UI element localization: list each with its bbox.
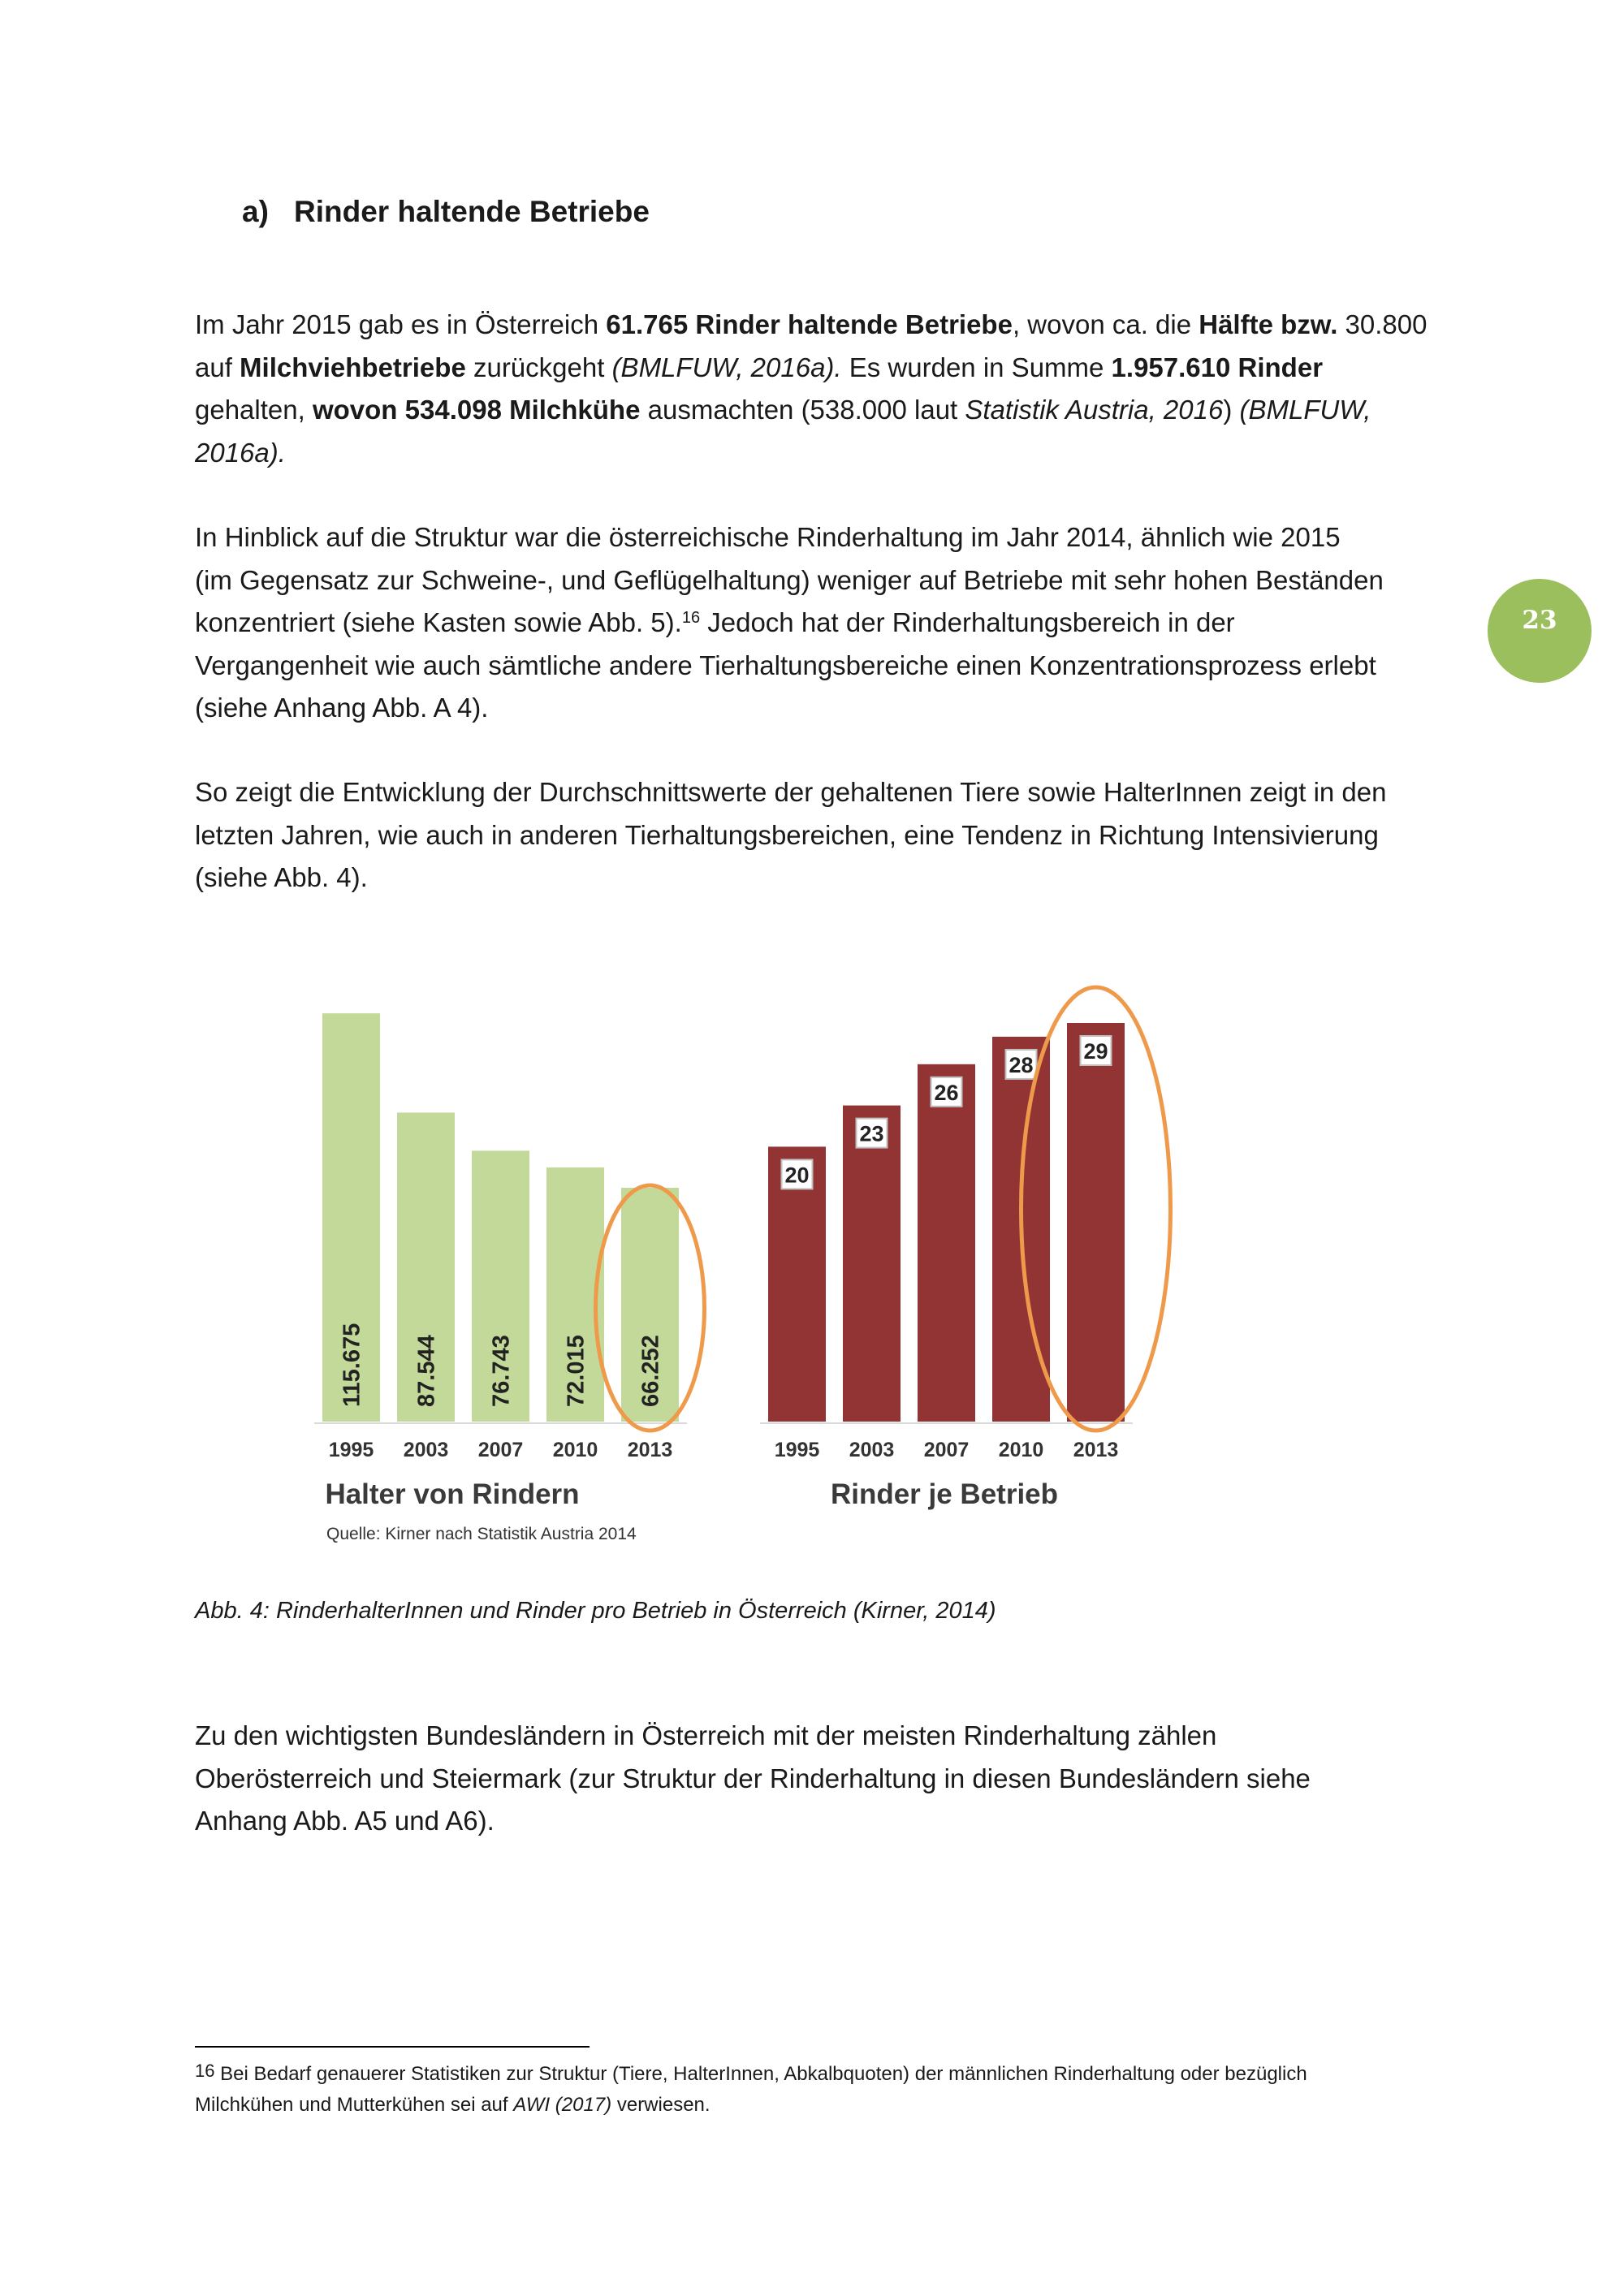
footnote-ref: 16 [195, 2061, 215, 2081]
data-label: 66.252 [637, 1335, 664, 1407]
bar-2007 [918, 1064, 975, 1422]
text-run: auf [195, 352, 240, 382]
text-run: So zeigt die Entwicklung der Durchschnittswerte der gehaltenen Tiere sowie HalterInnen zeigt in den [195, 777, 1387, 807]
text-run: konzentriert (siehe Kasten sowie Abb. 5). [195, 607, 682, 637]
text-run: Oberösterreich und Steiermark (zur Struktur der Rinderhaltung in diesen Bundesländern siehe [195, 1763, 1311, 1793]
data-label: 115.675 [339, 1323, 365, 1407]
bar-2013 [1067, 1023, 1125, 1422]
x-tick-label: 2013 [1073, 1439, 1119, 1461]
x-tick-label: 2003 [403, 1439, 449, 1461]
figure-caption: Abb. 4: RinderhalterInnen und Rinder pro Betrieb in Österreich (Kirner, 2014) [195, 1598, 996, 1624]
x-tick-label: 1995 [328, 1439, 374, 1461]
text-run: In Hinblick auf die Struktur war die österreichische Rinderhaltung im Jahr 2014, ähnlich wie 2015 [195, 522, 1341, 552]
bold-text: Hälfte bzw. [1199, 309, 1338, 339]
bold-text: 61.765 Rinder haltende Betriebe [606, 309, 1013, 339]
text-run: Es wurden in Summe [841, 352, 1112, 382]
footnote-ref: 16 [681, 609, 701, 627]
x-tick-label: 2013 [627, 1439, 673, 1461]
data-label: 28 [1009, 1052, 1034, 1077]
bold-text: 1.957.610 Rinder [1111, 352, 1324, 382]
data-label: 29 [1083, 1039, 1108, 1064]
x-tick-label: 1995 [774, 1439, 820, 1461]
italic-text: (BMLFUW, 2016a). [611, 352, 842, 382]
footnote-16 [195, 2059, 1445, 2121]
text-run: Milchkühen und Mutterkühen sei auf [195, 2094, 514, 2116]
text-run: ausmachten (538.000 laut [640, 395, 965, 425]
bar-2003 [843, 1106, 901, 1422]
x-tick-label: 2007 [923, 1439, 970, 1461]
text-run: letzten Jahren, wie auch in anderen Tierhaltungsbereichen, eine Tendenz in Richtung Intensivierung [195, 819, 1379, 850]
text-run: (siehe Abb. 4). [195, 862, 368, 892]
text-run: verwiesen. [611, 2094, 710, 2116]
bold-text: wovon 534.098 Milchkühe [312, 395, 641, 425]
footnote-divider [195, 2046, 590, 2048]
data-label: 76.743 [488, 1335, 515, 1407]
text-run: Jedoch hat der Rinderhaltungsbereich in der [700, 607, 1235, 637]
paragraph-4 [195, 1715, 1462, 1843]
x-tick-label: 2010 [552, 1439, 598, 1461]
text-run: ) [1223, 395, 1240, 425]
text-run: , wovon ca. die [1012, 309, 1199, 339]
x-tick-label: 2003 [849, 1439, 895, 1461]
italic-text: 2016a). [195, 437, 286, 468]
text-run: (im Gegensatz zur Schweine-, und Geflügelhaltung) weniger auf Betriebe mit sehr hohen Beständen [195, 564, 1384, 595]
chart-source: Quelle: Kirner nach Statistik Austria 2014 [326, 1525, 637, 1543]
page-number-badge: 23 [1488, 579, 1592, 683]
data-label: 72.015 [563, 1335, 590, 1407]
text-run: gehalten, [195, 395, 313, 425]
italic-text: (BMLFUW, [1239, 395, 1371, 425]
chart-title: Rinder je Betrieb [830, 1478, 1059, 1510]
bold-text: Milchviehbetriebe [240, 352, 466, 382]
section-heading-number: a) [242, 195, 269, 228]
text-run: Vergangenheit wie auch sämtliche andere Tierhaltungsbereiche einen Konzentrationsprozess erlebt [195, 650, 1376, 680]
italic-text: Statistik Austria, 2016 [965, 395, 1224, 425]
data-label: 23 [859, 1121, 884, 1146]
data-label: 20 [784, 1163, 810, 1188]
chart-title: Halter von Rindern [325, 1478, 580, 1510]
italic-text: AWI (2017) [513, 2094, 612, 2116]
x-tick-label: 2010 [998, 1439, 1044, 1461]
text-run: Im Jahr 2015 gab es in Österreich [195, 309, 607, 339]
text-run: Bei Bedarf genauerer Statistiken zur Struktur (Tiere, HalterInnen, Abkalbquoten) der männlichen Rinderhaltung oder bezüglich [214, 2063, 1307, 2085]
section-heading-text: Rinder haltende Betriebe [294, 195, 650, 228]
data-label: 87.544 [413, 1335, 440, 1407]
text-run: Anhang Abb. A5 und A6). [195, 1806, 495, 1836]
text-run: Zu den wichtigsten Bundesländern in Österreich mit der meisten Rinderhaltung zählen [195, 1720, 1217, 1750]
x-tick-label: 2007 [477, 1439, 524, 1461]
text-run: 30.800 [1337, 309, 1427, 339]
text-run: zurückgeht [465, 352, 612, 382]
text-run: (siehe Anhang Abb. A 4). [195, 693, 489, 723]
data-label: 26 [934, 1080, 959, 1105]
